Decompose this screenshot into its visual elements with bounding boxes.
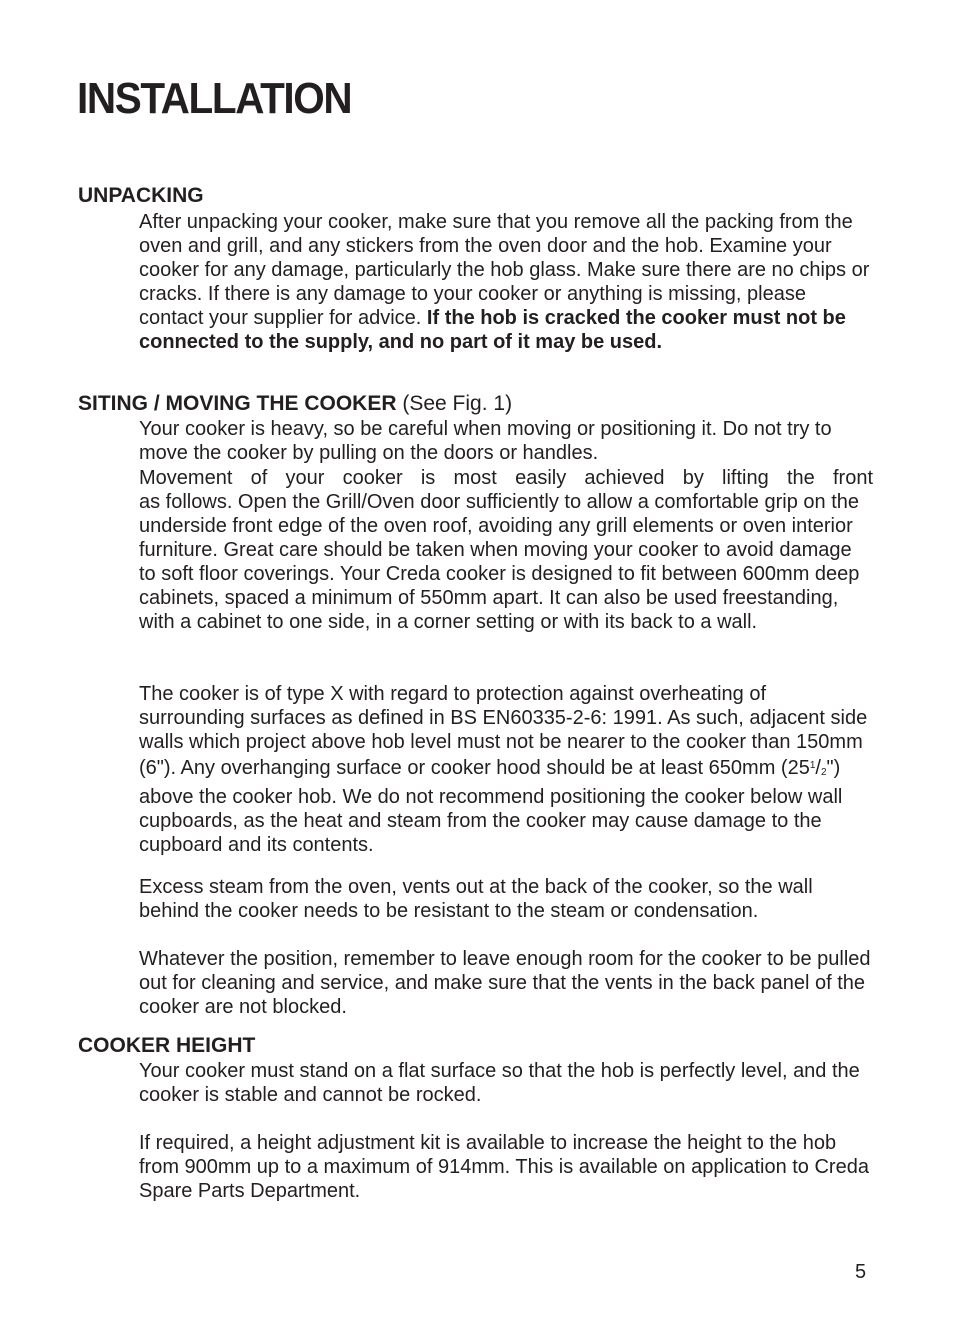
siting-paragraph-steam: Excess steam from the oven, vents out at the back of the cooker, so the wall behind the cooker needs to be resistant to the steam or condensation. xyxy=(139,876,813,922)
siting-paragraph-movement-line1: Movement of your cooker is most easily achieved by lifting the front xyxy=(139,467,873,489)
page-number: 5 xyxy=(855,1261,867,1283)
height-paragraph-level: Your cooker must stand on a flat surface so that the hob is perfectly level, and the cooker is stable and cannot be rocked. xyxy=(139,1060,860,1106)
fraction-slash: / xyxy=(815,757,821,779)
unpacking-text: After unpacking your cooker, make sure that you remove all the packing from the oven and grill, and any stickers from the oven door and the hob. Examine your cooker for any damage, particularly the hob glass. Make sure there are no chips or cracks. If there is any damage to your cooker or anything is missing, please contact your supplier for advice. xyxy=(139,211,870,329)
siting-paragraph-clearance: Whatever the position, remember to leave enough room for the cooker to be pulled out for cleaning and service, and make sure that the vents in the back panel of the cooker are not blocked. xyxy=(139,948,871,1018)
fraction-numerator: 1 xyxy=(809,760,816,771)
siting-paragraph-overheating xyxy=(139,682,873,857)
siting-paragraph-handling: Your cooker is heavy, so be careful when moving or positioning it. Do not try to move the cooker by pulling on the doors or handles. xyxy=(139,418,832,464)
fraction-denominator: 2 xyxy=(820,767,827,778)
section-heading-unpacking: UNPACKING xyxy=(78,184,204,207)
overheating-text-end: ") above the cooker hob. We do not recommend positioning the cooker below wall cupboards, as the heat and steam from the cooker may cause damage to the cupboard and its contents. xyxy=(139,757,843,856)
siting-figure-reference: (See Fig. 1) xyxy=(396,392,513,415)
height-paragraph-adjustment-kit: If required, a height adjustment kit is available to increase the height to the hob from 900mm up to a maximum of 914mm. This is available on application to Creda Spare Parts Department. xyxy=(139,1132,869,1202)
section-heading-siting xyxy=(78,392,512,416)
page-title: INSTALLATION xyxy=(77,74,352,123)
overheating-text-start: The cooker is of type X with regard to protection against overheating of surrounding surfaces as defined in BS EN60335-2-6: 1991. As such, adjacent side walls which project above hob level must not be nearer to the cooker than 150mm (6"). Any overhanging surface or cooker hood should be at least 650mm (25 xyxy=(139,683,868,779)
unpacking-warning: If the hob is cracked the cooker must not be connected to the supply, and no part of it may be used. xyxy=(139,307,846,353)
unpacking-paragraph xyxy=(139,210,873,354)
siting-heading-text: SITING / MOVING THE COOKER xyxy=(78,392,397,415)
section-heading-cooker-height: COOKER HEIGHT xyxy=(78,1034,256,1057)
siting-paragraph-movement: as follows. Open the Grill/Oven door sufficiently to allow a comfortable grip on the underside front edge of the oven roof, avoiding any grill elements or oven interior furniture. Great care should be taken when moving your cooker to avoid damage to soft floor coverings. Your Creda cooker is designed to fit between 600mm deep cabinets, spaced a minimum of 550mm apart. It can also be used freestanding, with a cabinet to one side, in a corner setting or with its back to a wall. xyxy=(139,491,860,633)
